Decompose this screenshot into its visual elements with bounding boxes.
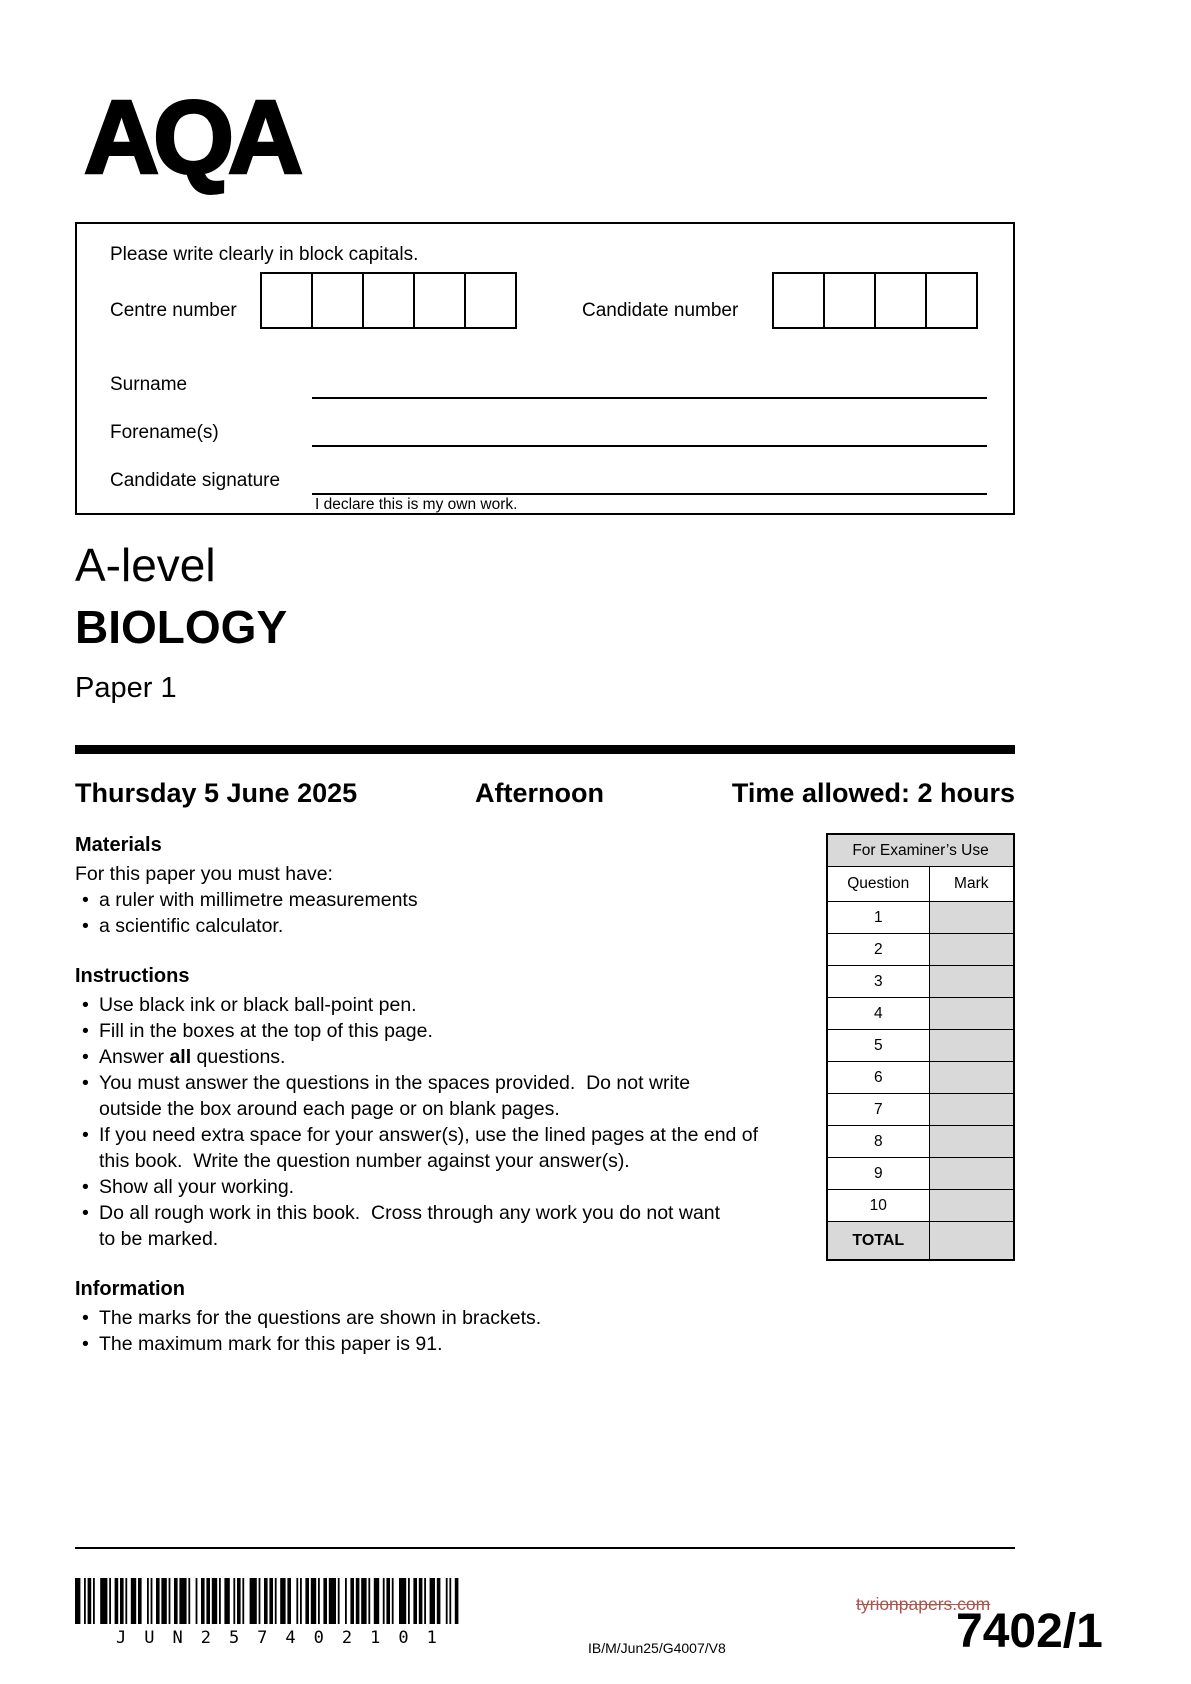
examiner-table-row <box>827 1158 1014 1190</box>
mark-cell <box>929 966 1014 998</box>
signature-input-line[interactable] <box>312 470 987 495</box>
list-item: • The marks for the questions are shown in brackets. <box>75 1305 815 1331</box>
mark-cell <box>929 998 1014 1030</box>
exam-session: Afternoon <box>475 778 604 808</box>
examiner-use-table <box>826 833 1015 1261</box>
question-number-cell: 7 <box>827 1094 929 1126</box>
mark-cell <box>929 902 1014 934</box>
mark-cell <box>929 1094 1014 1126</box>
centre-number-cells <box>260 272 517 329</box>
paper-code: 7402/1 <box>956 1605 1103 1658</box>
question-number-cell: 5 <box>827 1030 929 1062</box>
surname-label: Surname <box>110 374 188 395</box>
instructions-list <box>75 992 815 1252</box>
examiner-table-row <box>827 902 1014 934</box>
total-mark-cell <box>929 1222 1014 1261</box>
list-item: • Use black ink or black ball-point pen. <box>75 992 815 1018</box>
mark-cell <box>929 1062 1014 1094</box>
qualification-title: A-level <box>75 539 216 591</box>
question-number-cell: 1 <box>827 902 929 934</box>
list-item: • If you need extra space for your answer(s), use the lined pages at the end of this book. Write the question number against your answer(s). <box>75 1122 815 1174</box>
materials-heading: Materials <box>75 834 162 856</box>
examiner-table-row <box>827 1094 1014 1126</box>
paper-number: Paper 1 <box>75 672 177 704</box>
subject-title: BIOLOGY <box>75 601 288 653</box>
instructions-heading: Instructions <box>75 965 190 987</box>
information-list <box>75 1305 815 1357</box>
list-item: • a scientific calculator. <box>75 913 815 939</box>
barcode <box>75 1578 463 1624</box>
question-number-cell: 2 <box>827 934 929 966</box>
declaration-text: I declare this is my own work. <box>315 496 518 513</box>
mark-cell <box>929 934 1014 966</box>
materials-list <box>75 887 815 939</box>
centre-number-label: Centre number <box>110 300 237 321</box>
centre-number-cell[interactable] <box>311 272 364 329</box>
candidate-number-cell[interactable] <box>874 272 927 329</box>
mark-cell <box>929 1158 1014 1190</box>
document-reference: IB/M/Jun25/G4007/V8 <box>588 1640 726 1656</box>
question-number-cell: 3 <box>827 966 929 998</box>
watermark-link[interactable]: tyrionpapers.com <box>856 1594 991 1614</box>
examiner-table-row <box>827 1030 1014 1062</box>
forenames-label: Forename(s) <box>110 422 219 443</box>
exam-date: Thursday 5 June 2025 <box>75 778 358 808</box>
question-number-cell: 6 <box>827 1062 929 1094</box>
examiner-table-row <box>827 934 1014 966</box>
list-item: • You must answer the questions in the spaces provided. Do not write outside the box around each page or on blank pages. <box>75 1070 815 1122</box>
examiner-table-row <box>827 1062 1014 1094</box>
question-number-cell: 10 <box>827 1190 929 1222</box>
question-number-cell: 4 <box>827 998 929 1030</box>
question-column-header: Question <box>827 867 929 902</box>
candidate-number-label: Candidate number <box>582 300 739 321</box>
candidate-number-cells <box>772 272 978 329</box>
list-item: • a ruler with millimetre measurements <box>75 887 815 913</box>
examiner-table-row <box>827 1190 1014 1222</box>
candidate-number-cell[interactable] <box>823 272 876 329</box>
surname-input-line[interactable] <box>312 374 987 399</box>
mark-cell <box>929 1190 1014 1222</box>
time-allowed: Time allowed: 2 hours <box>731 778 1015 808</box>
list-item: • Do all rough work in this book. Cross through any work you do not want to be marked. <box>75 1200 815 1252</box>
information-heading: Information <box>75 1278 185 1300</box>
centre-number-cell[interactable] <box>362 272 415 329</box>
mark-column-header: Mark <box>929 867 1014 902</box>
question-number-cell: 9 <box>827 1158 929 1190</box>
mark-cell <box>929 1126 1014 1158</box>
list-item: • Fill in the boxes at the top of this page. <box>75 1018 815 1044</box>
barcode-text: JUN257402101 <box>116 1628 455 1648</box>
footer-rule <box>75 1547 1015 1549</box>
examiner-table-row <box>827 1126 1014 1158</box>
forenames-input-line[interactable] <box>312 422 987 447</box>
examiner-table-row <box>827 998 1014 1030</box>
examiner-table-row <box>827 966 1014 998</box>
centre-number-cell[interactable] <box>413 272 466 329</box>
candidate-number-cell[interactable] <box>925 272 978 329</box>
aqa-logo: AQA <box>84 80 298 196</box>
total-label-cell: TOTAL <box>827 1222 929 1261</box>
materials-intro: For this paper you must have: <box>75 863 333 885</box>
list-item: • Answer all questions. <box>75 1044 815 1070</box>
divider-rule <box>75 745 1015 754</box>
candidate-number-cell[interactable] <box>772 272 825 329</box>
candidate-details-box <box>75 222 1015 515</box>
signature-label: Candidate signature <box>110 470 281 491</box>
list-item: • Show all your working. <box>75 1174 815 1200</box>
front-matter <box>75 832 815 1357</box>
question-number-cell: 8 <box>827 1126 929 1158</box>
list-item: • The maximum mark for this paper is 91. <box>75 1331 815 1357</box>
examiner-table-title: For Examiner’s Use <box>827 834 1014 867</box>
centre-number-cell[interactable] <box>260 272 313 329</box>
mark-cell <box>929 1030 1014 1062</box>
block-capitals-note: Please write clearly in block capitals. <box>110 244 419 265</box>
centre-number-cell[interactable] <box>464 272 517 329</box>
